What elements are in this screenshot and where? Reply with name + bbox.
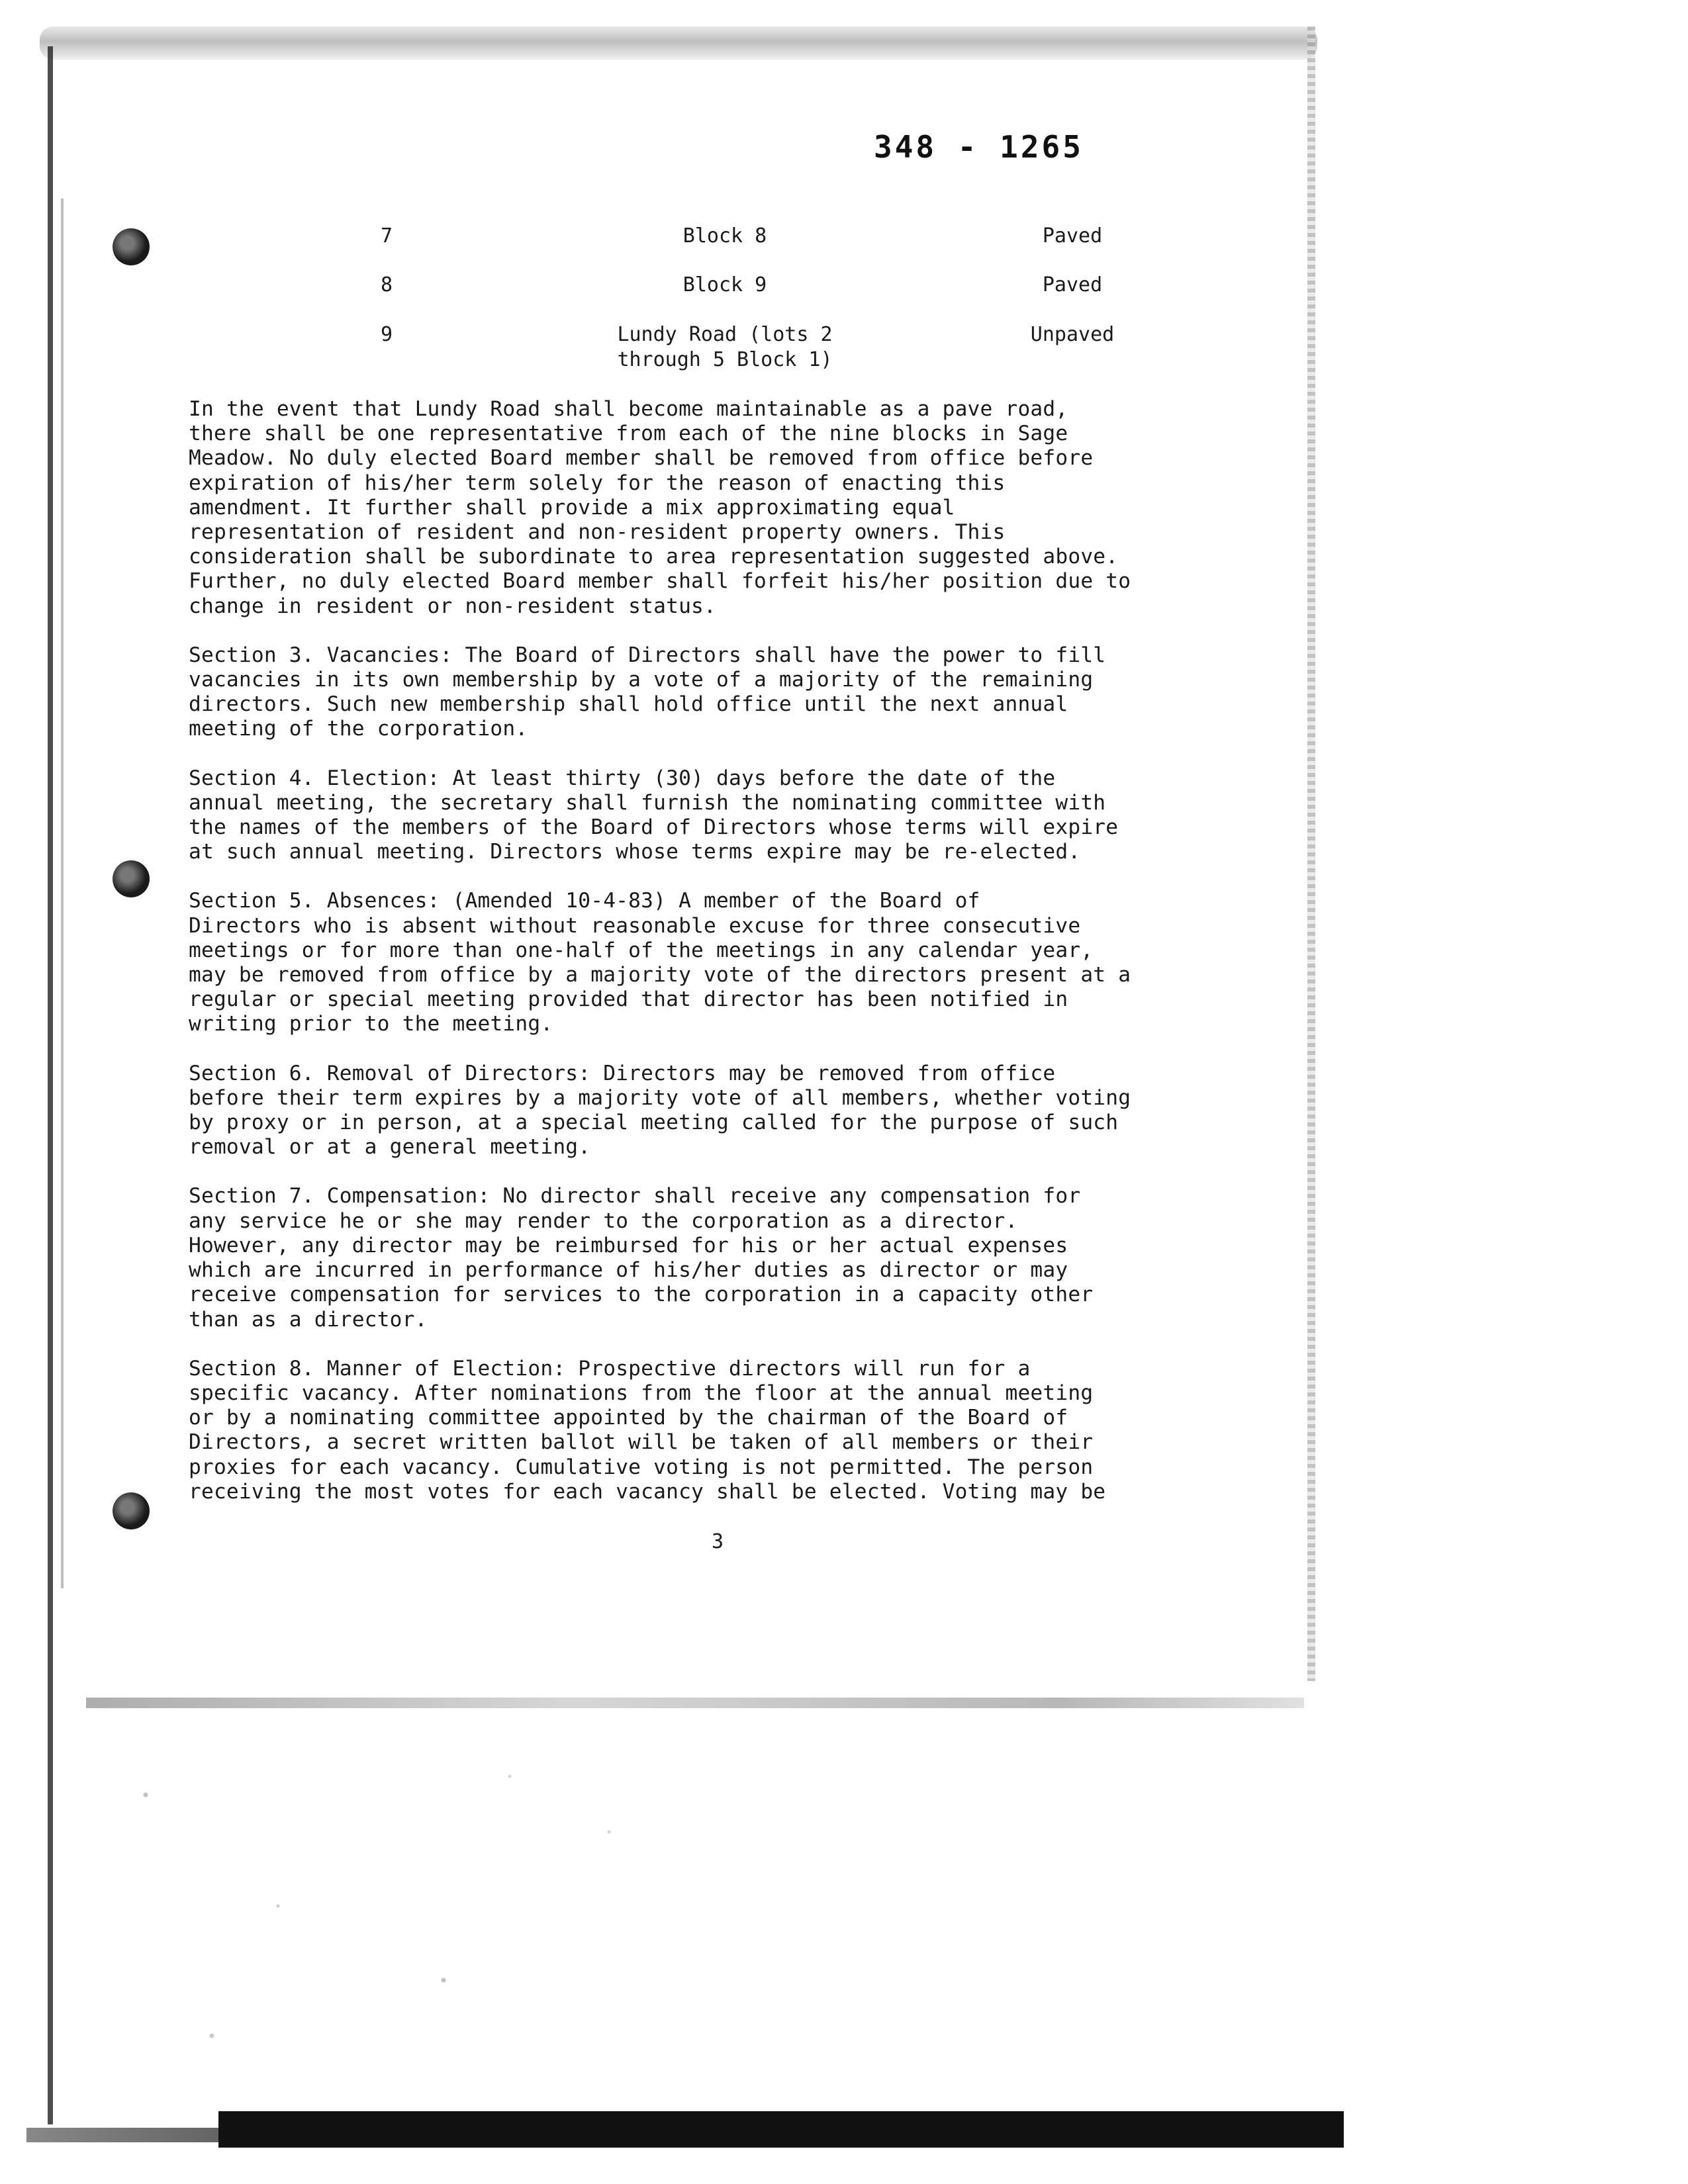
punch-hole-icon (113, 860, 150, 897)
scan-left-edge (48, 46, 53, 2124)
scan-left-edge-shadow (61, 199, 64, 1588)
scan-speckle-noise (79, 1721, 741, 2091)
row-status: Paved (1042, 273, 1103, 296)
bylaws-body (189, 397, 1288, 1529)
scan-page-bottom-edge (86, 1698, 1304, 1708)
paragraph-lundy-road: In the event that Lundy Road shall become maintainable as a pave road, there shall be one representative from each of the nine blocks in Sage Meadow. No duly elected Board member shall be removed from office before expiration of his/her term solely for the reason of enacting this amendment. It further shall provide a mix approximating equal representation of resident and non-resident property owners. This consideration shall be subordinate to area representation suggested above. Further, no duly elected Board member shall forfeit his/her position due to change in resident or non-resident status. (189, 397, 1131, 618)
paragraph-section-8-manner-of-election: Section 8. Manner of Election: Prospective directors will run for a specific vacancy. After nominations from the floor at the annual meeting or by a nominating committee appointed by the chairman of the Board of Directors, a secret written ballot will be taken of all members or their proxies for each vacancy. Cumulative voting is not permitted. The person receiving the most votes for each vacancy shall be elected. Voting may be (189, 1356, 1106, 1504)
row-status: Unpaved (1030, 323, 1115, 346)
row-area: Block 8 (682, 224, 767, 248)
scan-bottom-bar (218, 2111, 1344, 2148)
page-reference-number: 348 - 1265 (874, 129, 1084, 165)
page-number: 3 (712, 1530, 724, 1553)
row-area: Block 9 (682, 273, 767, 296)
paragraph-section-7-compensation: Section 7. Compensation: No director shall receive any compensation for any service he or she may render to the corporation as a director. However, any director may be reimbursed for his or her actual expenses which are incurred in performance of his/her duties as director or may receive compensation for services to the corporation in a capacity other than as a director. (189, 1184, 1094, 1332)
row-number: 9 (381, 323, 393, 346)
paragraph-section-3-vacancies: Section 3. Vacancies: The Board of Directors shall have the power to fill vacancies in its own membership by a vote of a majority of the remaining directors. Such new membership shall hold office until the next annual meeting of the corporation. (189, 643, 1106, 741)
scan-right-edge (1307, 26, 1315, 1681)
row-status: Paved (1042, 224, 1103, 248)
row-area: Lundy Road (lots 2 through 5 Block 1) (617, 323, 833, 371)
scan-top-smudge (40, 26, 1317, 60)
paragraph-section-5-absences: Section 5. Absences: (Amended 10-4-83) A member of the Board of Directors who is absent without reasonable excuse for three consecutive meetings or for more than one-half of the meetings in any calendar year, may be removed from office by a majority vote of the directors present at a regular or special meeting provided that director has been notified in writing prior to the meeting. (189, 889, 1131, 1036)
paragraph-section-4-election: Section 4. Election: At least thirty (30) days before the date of the annual meeting, the secretary shall furnish the nominating committee with the names of the members of the Board of Directors whose terms will expire at such annual meeting. Directors whose terms expire may be re-elected. (189, 766, 1119, 864)
row-number: 7 (381, 224, 393, 248)
punch-hole-icon (113, 1492, 150, 1529)
punch-hole-icon (113, 228, 150, 265)
scan-bottom-bar-left (26, 2128, 218, 2142)
paragraph-section-6-removal: Section 6. Removal of Directors: Directors may be removed from office before their term expires by a majority vote of all members, whether voting by proxy or in person, at a special meeting called for the purpose of such removal or at a general meeting. (189, 1061, 1131, 1160)
row-number: 8 (381, 273, 393, 296)
